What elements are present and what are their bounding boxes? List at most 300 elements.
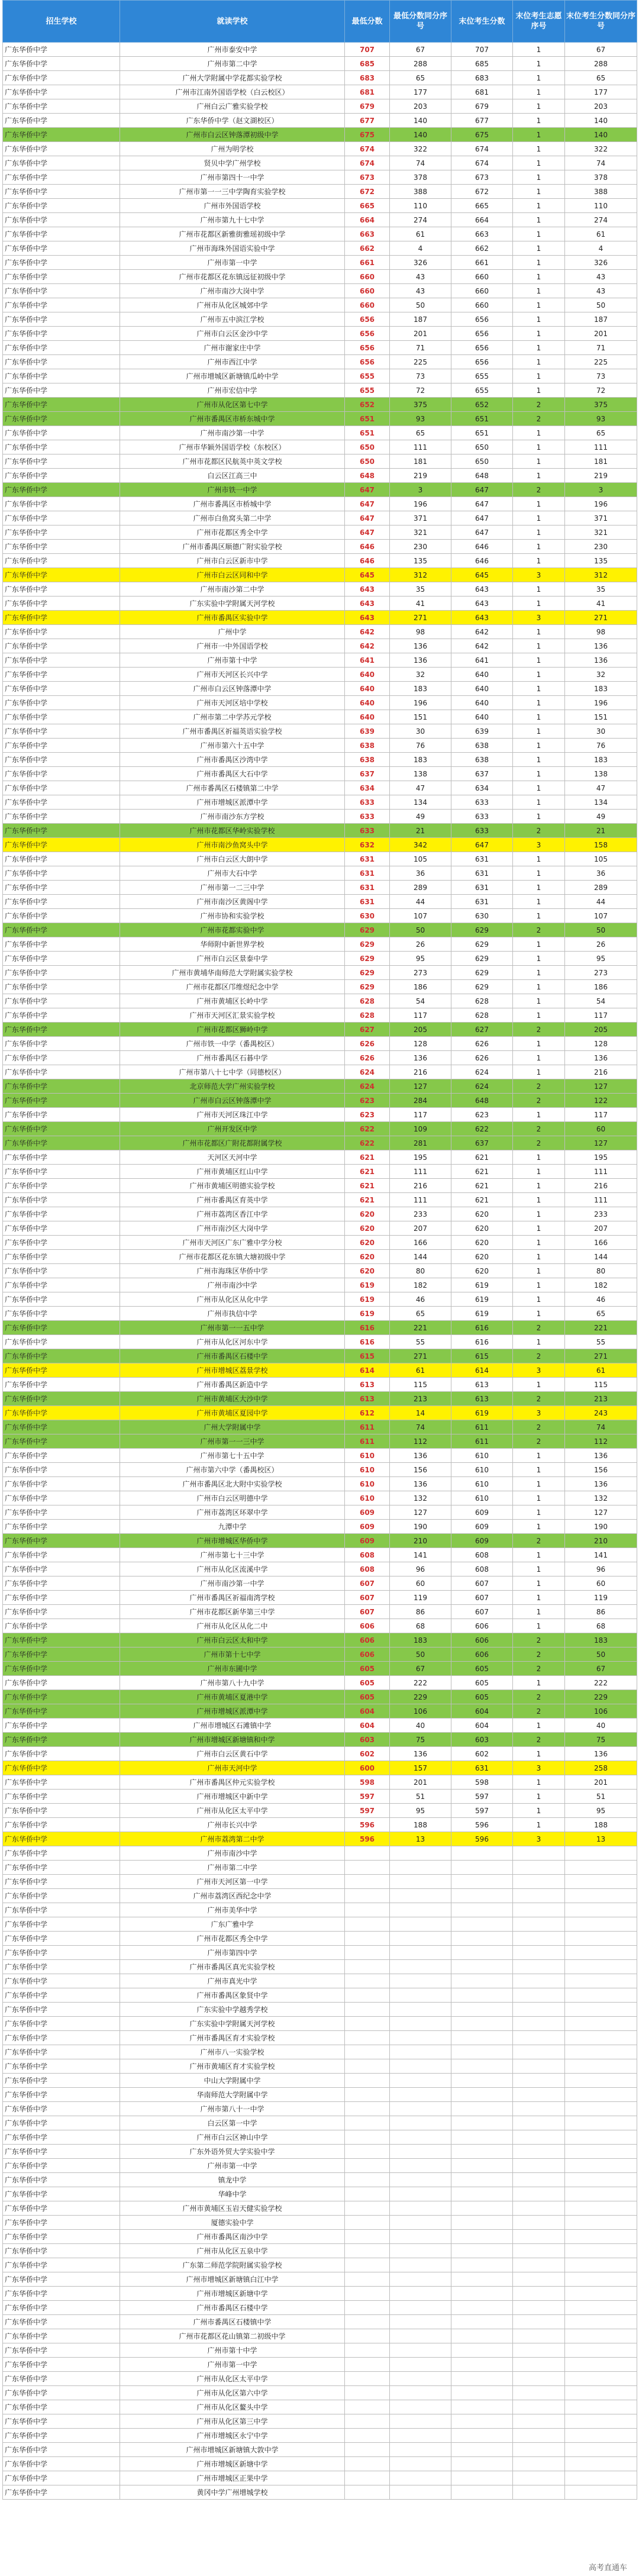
cell-last-score-tie-rank: 95 [565, 1804, 637, 1818]
cell-last-score [451, 1946, 513, 1960]
cell-min-score: 640 [345, 710, 390, 724]
cell-current-school: 广州市番禺区实验中学 [120, 611, 345, 625]
cell-current-school: 广州市番禺区大石中学 [120, 767, 345, 781]
cell-recruiting-school: 广东华侨中学 [3, 241, 120, 256]
table-row [3, 1392, 637, 1406]
cell-last-score: 647 [451, 497, 513, 511]
cell-current-school: 广东第二师范学院附属实验学校 [120, 2258, 345, 2272]
cell-min-score: 640 [345, 668, 390, 682]
cell-last-choice-rank [513, 2414, 565, 2429]
cell-min-score-tie-rank: 135 [390, 554, 451, 568]
cell-last-score-tie-rank: 86 [565, 1605, 637, 1619]
cell-last-score [451, 2102, 513, 2116]
cell-recruiting-school: 广东华侨中学 [3, 114, 120, 128]
table-row [3, 241, 637, 256]
cell-min-score [345, 2358, 390, 2372]
cell-last-score-tie-rank: 258 [565, 1761, 637, 1775]
cell-last-score: 655 [451, 369, 513, 383]
cell-last-score: 619 [451, 1307, 513, 1321]
cell-min-score: 679 [345, 99, 390, 114]
cell-min-score-tie-rank: 74 [390, 156, 451, 170]
cell-last-score [451, 2017, 513, 2031]
cell-last-score: 673 [451, 170, 513, 185]
cell-recruiting-school: 广东华侨中学 [3, 2315, 120, 2329]
cell-last-score-tie-rank: 388 [565, 185, 637, 199]
table-row [3, 923, 637, 937]
cell-recruiting-school: 广东华侨中学 [3, 341, 120, 355]
cell-last-score-tie-rank: 222 [565, 1676, 637, 1690]
cell-recruiting-school: 广东华侨中学 [3, 1392, 120, 1406]
cell-last-score: 631 [451, 895, 513, 909]
cell-current-school: 广东外语外贸大学实验中学 [120, 2145, 345, 2159]
cell-recruiting-school: 广东华侨中学 [3, 1832, 120, 1846]
table-row [3, 1363, 637, 1378]
cell-last-score-tie-rank: 288 [565, 57, 637, 71]
cell-min-score-tie-rank: 13 [390, 1832, 451, 1846]
cell-min-score: 615 [345, 1349, 390, 1363]
cell-min-score-tie-rank: 110 [390, 199, 451, 213]
cell-current-school: 广州市白云区景泰中学 [120, 952, 345, 966]
cell-min-score-tie-rank: 105 [390, 852, 451, 866]
table-row [3, 909, 637, 923]
cell-recruiting-school: 广东华侨中学 [3, 668, 120, 682]
cell-min-score-tie-rank: 342 [390, 838, 451, 852]
cell-min-score: 596 [345, 1818, 390, 1832]
cell-last-choice-rank: 1 [513, 114, 565, 128]
cell-last-score: 656 [451, 312, 513, 327]
cell-last-score-tie-rank: 107 [565, 909, 637, 923]
cell-recruiting-school: 广东华侨中学 [3, 1420, 120, 1434]
cell-min-score: 631 [345, 895, 390, 909]
table-row [3, 540, 637, 554]
cell-last-score-tie-rank: 51 [565, 1790, 637, 1804]
cell-min-score-tie-rank: 216 [390, 1179, 451, 1193]
cell-min-score: 608 [345, 1548, 390, 1562]
cell-last-choice-rank [513, 2159, 565, 2173]
cell-last-choice-rank [513, 2130, 565, 2145]
cell-current-school: 广州市美华中学 [120, 1903, 345, 1917]
cell-last-choice-rank: 1 [513, 554, 565, 568]
cell-last-choice-rank: 1 [513, 497, 565, 511]
cell-last-score-tie-rank: 181 [565, 454, 637, 469]
cell-last-choice-rank: 2 [513, 824, 565, 838]
cell-current-school: 广州市白云区钟落潭中学 [120, 1094, 345, 1108]
cell-last-score: 638 [451, 753, 513, 767]
cell-last-score-tie-rank [565, 2130, 637, 2145]
cell-recruiting-school: 广东华侨中学 [3, 85, 120, 99]
cell-recruiting-school: 广东华侨中学 [3, 1165, 120, 1179]
cell-min-score: 609 [345, 1505, 390, 1520]
cell-last-choice-rank: 1 [513, 1790, 565, 1804]
cell-last-choice-rank: 1 [513, 810, 565, 824]
cell-last-score: 597 [451, 1804, 513, 1818]
cell-min-score: 661 [345, 256, 390, 270]
cell-last-score-tie-rank [565, 2102, 637, 2116]
cell-recruiting-school: 广东华侨中学 [3, 440, 120, 454]
cell-last-score-tie-rank: 21 [565, 824, 637, 838]
cell-min-score: 643 [345, 597, 390, 611]
table-row [3, 881, 637, 895]
cell-current-school: 华峰中学 [120, 2187, 345, 2201]
cell-last-score: 610 [451, 1463, 513, 1477]
cell-current-school: 广州白云广雅实验学校 [120, 99, 345, 114]
cell-current-school: 广州市华颖外国语学校（东校区） [120, 440, 345, 454]
cell-last-choice-rank: 2 [513, 1534, 565, 1548]
table-row [3, 810, 637, 824]
cell-last-score-tie-rank: 117 [565, 1108, 637, 1122]
cell-last-score: 641 [451, 653, 513, 668]
table-row [3, 270, 637, 284]
cell-min-score-tie-rank [390, 2130, 451, 2145]
cell-last-score: 608 [451, 1548, 513, 1562]
table-row [3, 2173, 637, 2187]
cell-last-score-tie-rank [565, 2187, 637, 2201]
table-row [3, 1250, 637, 1264]
cell-last-score-tie-rank: 187 [565, 312, 637, 327]
cell-current-school: 白云区江高三中 [120, 469, 345, 483]
table-row [3, 2272, 637, 2287]
cell-last-score-tie-rank [565, 2088, 637, 2102]
cell-min-score-tie-rank [390, 2329, 451, 2343]
cell-min-score-tie-rank: 136 [390, 639, 451, 653]
cell-min-score: 600 [345, 1761, 390, 1775]
cell-last-score: 647 [451, 483, 513, 497]
table-row [3, 2315, 637, 2329]
cell-last-score: 629 [451, 980, 513, 994]
cell-last-score-tie-rank: 196 [565, 497, 637, 511]
cell-current-school: 厦德实验中学 [120, 2216, 345, 2230]
cell-last-score: 648 [451, 469, 513, 483]
cell-last-score-tie-rank [565, 1974, 637, 1988]
cell-min-score-tie-rank: 46 [390, 1292, 451, 1307]
cell-last-score-tie-rank: 80 [565, 1264, 637, 1278]
table-row [3, 767, 637, 781]
cell-last-score: 634 [451, 781, 513, 795]
cell-min-score [345, 1903, 390, 1917]
cell-last-choice-rank: 3 [513, 1761, 565, 1775]
cell-last-choice-rank [513, 2400, 565, 2414]
cell-last-score-tie-rank: 233 [565, 1207, 637, 1221]
cell-recruiting-school: 广东华侨中学 [3, 1477, 120, 1491]
table-row [3, 284, 637, 298]
cell-last-score [451, 2386, 513, 2400]
cell-current-school: 广州市黄埔华南师范大学附属实验学校 [120, 966, 345, 980]
cell-current-school: 广州市天河区珠江中学 [120, 1108, 345, 1122]
cell-min-score: 650 [345, 454, 390, 469]
cell-recruiting-school: 广东华侨中学 [3, 1747, 120, 1761]
cell-current-school: 广州市南沙中学 [120, 1278, 345, 1292]
cell-min-score [345, 2414, 390, 2429]
cell-last-score-tie-rank: 378 [565, 170, 637, 185]
cell-min-score [345, 2244, 390, 2258]
cell-current-school: 广州市第九十七中学 [120, 213, 345, 227]
cell-last-score-tie-rank: 74 [565, 1420, 637, 1434]
cell-current-school: 广州市增城区新塘镇白江中学 [120, 2272, 345, 2287]
cell-current-school: 广州市从化区从化中学 [120, 1292, 345, 1307]
cell-last-score-tie-rank: 127 [565, 1505, 637, 1520]
cell-min-score: 616 [345, 1335, 390, 1349]
cell-last-score-tie-rank: 289 [565, 881, 637, 895]
cell-current-school: 广州市从化区从化二中 [120, 1619, 345, 1633]
cell-recruiting-school: 广东华侨中学 [3, 739, 120, 753]
cell-min-score-tie-rank: 138 [390, 767, 451, 781]
cell-last-choice-rank: 1 [513, 710, 565, 724]
cell-last-choice-rank: 1 [513, 43, 565, 57]
cell-current-school: 广州市第一一五中学 [120, 1321, 345, 1335]
cell-last-score-tie-rank [565, 2315, 637, 2329]
header-current-school: 就读学校 [120, 1, 345, 43]
cell-recruiting-school: 广东华侨中学 [3, 1449, 120, 1463]
cell-current-school: 广州市荔湾第二中学 [120, 1832, 345, 1846]
cell-min-score-tie-rank [390, 2457, 451, 2471]
cell-last-score [451, 2173, 513, 2187]
cell-recruiting-school: 广东华侨中学 [3, 2145, 120, 2159]
cell-last-score: 631 [451, 852, 513, 866]
cell-current-school: 广州市海珠区华侨中学 [120, 1264, 345, 1278]
table-row [3, 1037, 637, 1051]
cell-last-score-tie-rank: 216 [565, 1179, 637, 1193]
cell-last-score [451, 2201, 513, 2216]
cell-min-score-tie-rank: 222 [390, 1676, 451, 1690]
cell-recruiting-school: 广东华侨中学 [3, 57, 120, 71]
cell-min-score [345, 2343, 390, 2358]
cell-min-score-tie-rank [390, 2088, 451, 2102]
cell-last-score: 685 [451, 57, 513, 71]
table-row [3, 724, 637, 739]
cell-recruiting-school: 广东华侨中学 [3, 1264, 120, 1278]
cell-last-score-tie-rank: 371 [565, 511, 637, 525]
cell-last-choice-rank: 1 [513, 312, 565, 327]
cell-min-score [345, 2443, 390, 2457]
cell-last-score: 626 [451, 1037, 513, 1051]
cell-min-score: 619 [345, 1278, 390, 1292]
cell-last-choice-rank: 2 [513, 1122, 565, 1136]
cell-min-score-tie-rank [390, 2102, 451, 2116]
cell-min-score: 647 [345, 497, 390, 511]
cell-last-choice-rank: 1 [513, 639, 565, 653]
cell-min-score: 674 [345, 142, 390, 156]
table-row [3, 2159, 637, 2173]
cell-last-score-tie-rank: 35 [565, 582, 637, 597]
cell-min-score-tie-rank [390, 2358, 451, 2372]
cell-last-choice-rank: 2 [513, 1392, 565, 1406]
cell-last-score-tie-rank: 136 [565, 653, 637, 668]
table-row [3, 2130, 637, 2145]
cell-current-school: 广州市第八十七中学（同德校区） [120, 1065, 345, 1079]
cell-last-score-tie-rank: 183 [565, 753, 637, 767]
cell-last-score: 651 [451, 412, 513, 426]
cell-min-score-tie-rank: 111 [390, 440, 451, 454]
table-row [3, 1534, 637, 1548]
cell-last-score-tie-rank: 106 [565, 1704, 637, 1719]
cell-current-school: 广州市花都区新雅街雅瑶初级中学 [120, 227, 345, 241]
cell-recruiting-school: 广东华侨中学 [3, 1960, 120, 1974]
cell-current-school: 广州市番禺区石楼镇中学 [120, 2315, 345, 2329]
cell-min-score: 597 [345, 1804, 390, 1818]
cell-last-score: 606 [451, 1619, 513, 1633]
cell-last-choice-rank: 1 [513, 980, 565, 994]
cell-recruiting-school: 广东华侨中学 [3, 2130, 120, 2145]
cell-min-score-tie-rank: 127 [390, 1079, 451, 1094]
table-row [3, 1818, 637, 1832]
cell-last-score [451, 2400, 513, 2414]
cell-last-score-tie-rank: 122 [565, 1094, 637, 1108]
cell-min-score: 620 [345, 1207, 390, 1221]
cell-last-choice-rank: 3 [513, 1832, 565, 1846]
cell-last-score-tie-rank: 156 [565, 1463, 637, 1477]
cell-min-score-tie-rank [390, 1846, 451, 1861]
cell-last-score: 647 [451, 511, 513, 525]
cell-last-choice-rank: 1 [513, 327, 565, 341]
cell-min-score-tie-rank [390, 2216, 451, 2230]
cell-last-score [451, 2429, 513, 2443]
table-row [3, 696, 637, 710]
cell-last-choice-rank [513, 2187, 565, 2201]
cell-min-score: 616 [345, 1321, 390, 1335]
cell-last-score-tie-rank: 186 [565, 980, 637, 994]
table-row [3, 980, 637, 994]
cell-last-score-tie-rank: 67 [565, 1662, 637, 1676]
cell-recruiting-school: 广东华侨中学 [3, 1548, 120, 1562]
cell-last-score-tie-rank [565, 1846, 637, 1861]
cell-last-choice-rank: 2 [513, 1704, 565, 1719]
cell-recruiting-school: 广东华侨中学 [3, 909, 120, 923]
cell-last-score: 640 [451, 696, 513, 710]
cell-min-score-tie-rank: 216 [390, 1065, 451, 1079]
cell-last-choice-rank: 1 [513, 227, 565, 241]
cell-last-choice-rank: 1 [513, 1250, 565, 1264]
cell-last-choice-rank: 1 [513, 1165, 565, 1179]
cell-min-score [345, 2457, 390, 2471]
table-row [3, 781, 637, 795]
cell-last-score-tie-rank: 134 [565, 795, 637, 810]
cell-recruiting-school: 广东华侨中学 [3, 1406, 120, 1420]
cell-last-score-tie-rank [565, 1903, 637, 1917]
cell-last-score: 663 [451, 227, 513, 241]
cell-recruiting-school: 广东华侨中学 [3, 2457, 120, 2471]
cell-min-score: 642 [345, 639, 390, 653]
cell-last-score-tie-rank [565, 2258, 637, 2272]
cell-min-score-tie-rank: 186 [390, 980, 451, 994]
cell-min-score: 603 [345, 1733, 390, 1747]
cell-last-score-tie-rank: 44 [565, 895, 637, 909]
table-row [3, 1008, 637, 1023]
cell-last-choice-rank [513, 2074, 565, 2088]
cell-current-school: 广州大学附属中学花都实验学校 [120, 71, 345, 85]
table-row [3, 1903, 637, 1917]
cell-current-school: 广州市江南外国语学校（白云校区） [120, 85, 345, 99]
cell-current-school: 广州市增城区新塘镇大敦中学 [120, 2443, 345, 2457]
cell-current-school: 广州市从化区第六中学 [120, 2386, 345, 2400]
cell-last-score-tie-rank [565, 1988, 637, 2003]
cell-last-score: 613 [451, 1392, 513, 1406]
table-row [3, 2059, 637, 2074]
cell-recruiting-school: 广东华侨中学 [3, 327, 120, 341]
cell-last-score-tie-rank: 65 [565, 426, 637, 440]
cell-min-score-tie-rank: 65 [390, 426, 451, 440]
cell-current-school: 广东华侨中学（赵文湖校区） [120, 114, 345, 128]
cell-last-score: 638 [451, 739, 513, 753]
cell-last-score-tie-rank: 75 [565, 1733, 637, 1747]
table-row [3, 1477, 637, 1491]
cell-current-school: 广州市番禺区市桥城中学 [120, 497, 345, 511]
table-row [3, 2187, 637, 2201]
cell-min-score: 623 [345, 1108, 390, 1122]
cell-last-score-tie-rank: 93 [565, 412, 637, 426]
cell-last-choice-rank [513, 2287, 565, 2301]
cell-last-score-tie-rank [565, 2358, 637, 2372]
cell-current-school: 广州市番禺区真光实验学校 [120, 1960, 345, 1974]
table-row [3, 1548, 637, 1562]
cell-last-score-tie-rank: 117 [565, 1008, 637, 1023]
cell-current-school: 广州市天河区广东广雅中学分校 [120, 1236, 345, 1250]
cell-recruiting-school: 广东华侨中学 [3, 1861, 120, 1875]
table-row [3, 369, 637, 383]
cell-last-choice-rank [513, 2386, 565, 2400]
cell-current-school: 广州市协和实验学校 [120, 909, 345, 923]
cell-recruiting-school: 广东华侨中学 [3, 1065, 120, 1079]
table-row [3, 1221, 637, 1236]
cell-last-score-tie-rank [565, 1875, 637, 1889]
table-row [3, 639, 637, 653]
cell-recruiting-school: 广东华侨中学 [3, 1648, 120, 1662]
cell-last-choice-rank: 3 [513, 568, 565, 582]
cell-last-score-tie-rank: 36 [565, 866, 637, 881]
cell-min-score [345, 2230, 390, 2244]
cell-min-score-tie-rank [390, 1903, 451, 1917]
cell-last-score: 619 [451, 1278, 513, 1292]
cell-min-score-tie-rank: 284 [390, 1094, 451, 1108]
cell-last-score: 660 [451, 270, 513, 284]
cell-min-score: 624 [345, 1065, 390, 1079]
cell-min-score-tie-rank: 127 [390, 1505, 451, 1520]
cell-last-choice-rank: 2 [513, 1349, 565, 1363]
cell-min-score [345, 2130, 390, 2145]
cell-current-school: 广州市天河区长兴中学 [120, 668, 345, 682]
cell-recruiting-school: 广东华侨中学 [3, 2443, 120, 2457]
cell-last-choice-rank: 3 [513, 1363, 565, 1378]
cell-min-score-tie-rank: 274 [390, 213, 451, 227]
cell-current-school: 广州市第一中学 [120, 2159, 345, 2173]
table-row [3, 1420, 637, 1434]
cell-last-score-tie-rank: 71 [565, 341, 637, 355]
cell-last-score [451, 2457, 513, 2471]
cell-current-school: 广州市番禺区石楼中学 [120, 2301, 345, 2315]
cell-last-score-tie-rank: 60 [565, 1576, 637, 1591]
table-row [3, 1875, 637, 1889]
cell-current-school: 广州市花都区花东镇远征初级中学 [120, 270, 345, 284]
cell-min-score [345, 1932, 390, 1946]
cell-min-score-tie-rank: 50 [390, 298, 451, 312]
cell-last-score-tie-rank: 96 [565, 1562, 637, 1576]
cell-min-score: 605 [345, 1662, 390, 1676]
cell-last-score: 650 [451, 454, 513, 469]
cell-last-score-tie-rank: 128 [565, 1037, 637, 1051]
cell-current-school: 广州市番禺区祈福南湾学校 [120, 1591, 345, 1605]
table-row [3, 1719, 637, 1733]
cell-last-choice-rank: 1 [513, 1804, 565, 1818]
cell-min-score [345, 2088, 390, 2102]
cell-recruiting-school: 广东华侨中学 [3, 2173, 120, 2187]
cell-last-score [451, 2116, 513, 2130]
cell-last-score-tie-rank [565, 2003, 637, 2017]
cell-last-choice-rank: 1 [513, 298, 565, 312]
cell-min-score: 621 [345, 1193, 390, 1207]
cell-last-score: 661 [451, 256, 513, 270]
cell-recruiting-school: 广东华侨中学 [3, 284, 120, 298]
cell-current-school: 广州市第一一三中学陶育实验学校 [120, 185, 345, 199]
cell-current-school: 广州市一中外国语学校 [120, 639, 345, 653]
